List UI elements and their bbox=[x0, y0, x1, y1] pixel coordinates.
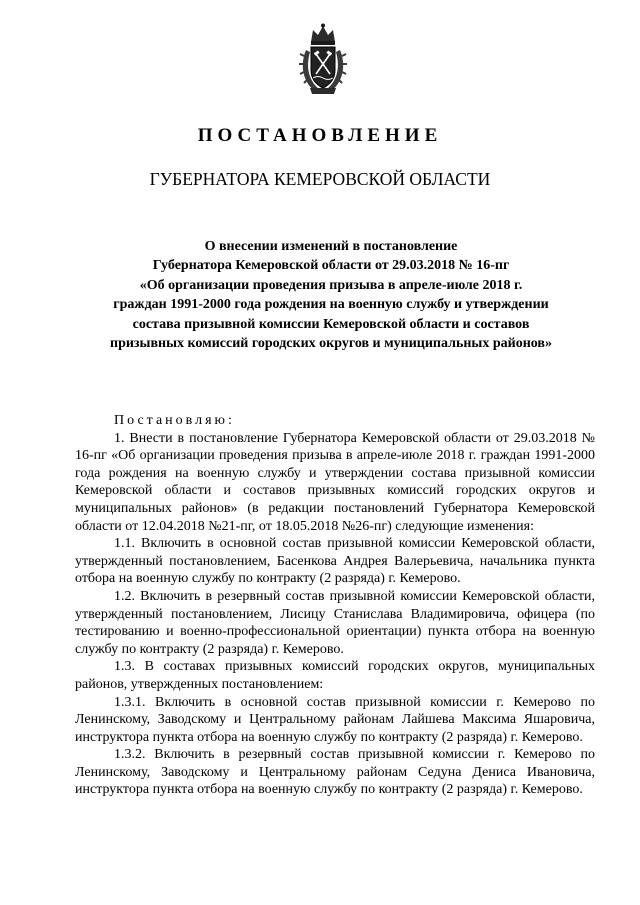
paragraph-1-3-1: 1.3.1. Включить в основной состав призывной комиссии г. Кемерово по Ленинскому, Заводскому и Центральному районам Лайшева Максима Яшаровича, инструктора пункта отбора на военную службу по контракту (2 разряда) г. Кемерово. bbox=[75, 694, 595, 745]
subject-line: граждан 1991-2000 года рождения на военную службу и утверждении bbox=[113, 297, 549, 313]
kemerovo-oblast-coat-of-arms-icon bbox=[298, 22, 348, 98]
document-type-title: ПОСТАНОВЛЕНИЕ bbox=[197, 125, 443, 146]
subject-line: О внесении изменений в постановление bbox=[204, 239, 458, 254]
subject-line: Губернатора Кемеровской области от 29.03.2018 № 16-пг bbox=[152, 258, 510, 274]
preamble: Постановляю: bbox=[114, 413, 235, 428]
paragraph-1-3: 1.3. В составах призывных комиссий городских округов, муниципальных районов, утвержденных постановлением: bbox=[75, 659, 595, 692]
paragraph-1: 1. Внести в постановление Губернатора Кемеровской области от 29.03.2018 № 16-пг «Об организации проведения призыва в апреле-июле 2018 г. граждан 1991-2000 года рождения на военную службу и утверждении состава призывной комиссии Кемеровской области и составов призывных комиссий городских округов и муниципальных районов» (в редакции постановлений Губернатора Кемеровской области от 12.04.2018 №21-пг, от 18.05.2018 №26-пг) следующие изменения: bbox=[75, 430, 595, 534]
subject-line: «Об организации проведения призыва в апреле-июле 2018 г. bbox=[139, 277, 523, 293]
document-body bbox=[75, 412, 595, 799]
issuer-title: ГУБЕРНАТОРА КЕМЕРОВСКОЙ ОБЛАСТИ bbox=[149, 169, 491, 189]
subject-line: призывных комиссий городских округов и муниципальных районов» bbox=[110, 336, 552, 352]
paragraph-1-2: 1.2. Включить в резервный состав призывной комиссии Кемеровской области, утвержденный постановлением, Лисицу Станислава Владимировича, офицера (по тестированию и военно-профессиональной ориентации) пункта отбора на военную службу по контракту (2 разряда) г. Кемерово. bbox=[75, 588, 595, 657]
subject-line: состава призывной комиссии Кемеровской области и составов bbox=[132, 316, 530, 332]
document-subject bbox=[92, 237, 570, 353]
paragraph-1-3-2: 1.3.2. Включить в резервный состав призывной комиссии г. Кемерово по Ленинскому, Заводскому и Центральному районам Седуна Дениса Ивановича, инструктора пункта отбора на военную службу по контракту (2 разряда) г. Кемерово. bbox=[75, 747, 595, 798]
paragraph-1-1: 1.1. Включить в основной состав призывной комиссии Кемеровской области, утвержденный постановлением, Басенкова Андрея Валерьевича, начальника пункта отбора на военную службу по контракту (2 разряда) г. Кемерово. bbox=[75, 536, 595, 587]
